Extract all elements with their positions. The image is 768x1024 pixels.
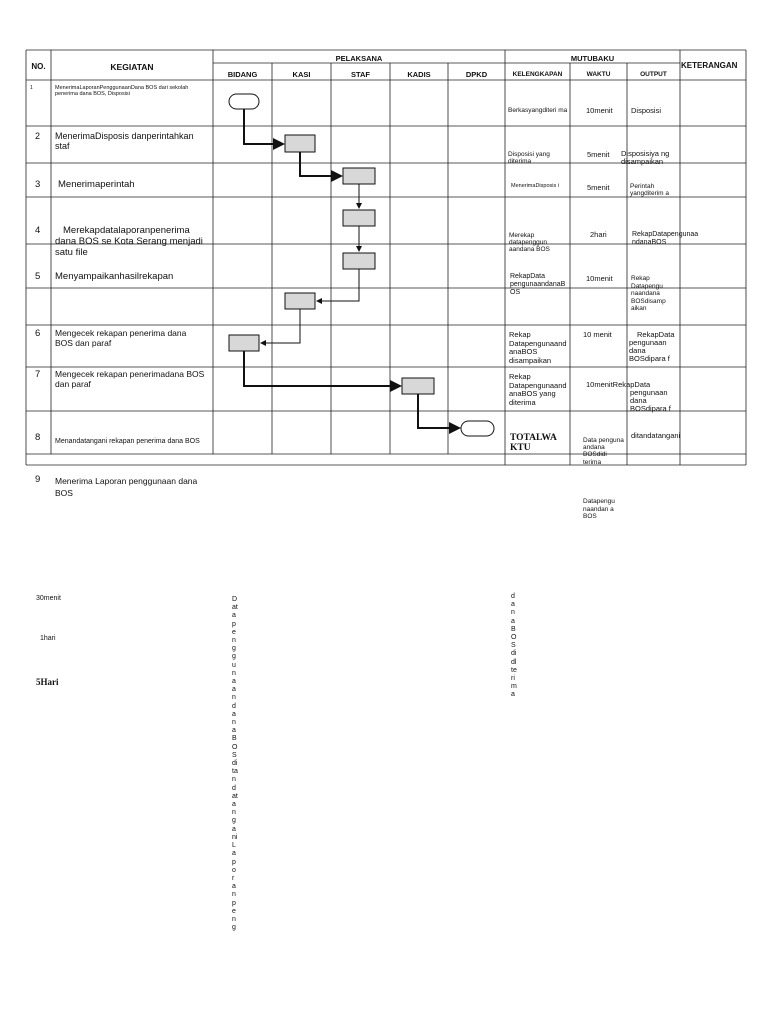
row-number: 4 [35, 225, 41, 236]
row-waktu: 10menit [586, 274, 613, 283]
row-kelengkapan: Merekap datapenggun aandana BOS [509, 232, 550, 253]
row-output: ditandatangani [631, 431, 681, 440]
header-output: OUTPUT [640, 71, 667, 78]
row-output: Disposisi [631, 106, 662, 115]
process-box-kasi-5 [285, 293, 315, 309]
row-kelengkapan: MenerimaDisposis i [511, 183, 559, 189]
start-terminator [229, 94, 259, 109]
header-keterangan: KETERANGAN [681, 61, 738, 70]
row-waktu: 2hari [590, 230, 607, 239]
row-number: 3 [35, 179, 41, 190]
row-kegiatan: Menandatangani rekapan penerima dana BOS [55, 438, 200, 445]
header-kasi: KASI [292, 70, 311, 79]
stray-total-5hari: 5Hari [36, 677, 59, 687]
flow-arrow [261, 309, 300, 343]
row-waktu: 5menit [587, 150, 610, 159]
header-waktu: WAKTU [586, 71, 611, 78]
row-kegiatan: Mengecek rekapan penerimadana BOS dan paraf [55, 369, 205, 389]
row-number: 1 [30, 85, 33, 91]
stray-waktu-30menit: 30menit [36, 595, 61, 602]
row-output: pengunaan dana BOSdipara f [630, 388, 671, 413]
row-number: 2 [35, 131, 41, 141]
row-kegiatan: Merekapdatalaporanpenerima dana BOS se Kota Serang menjadi satu file [55, 225, 203, 258]
header-dpkd: DPKD [465, 70, 488, 79]
row-number: 7 [35, 369, 41, 380]
flow-arrow [244, 109, 283, 144]
row-kelengkapan: Berkasyangditeri ma [508, 107, 568, 114]
flow-arrow [317, 269, 359, 301]
row-output: Rekap Datapengu naandana BOSdisamp aikan [631, 275, 666, 312]
process-box-staf-3 [343, 168, 375, 184]
header-kegiatan: KEGIATAN [110, 62, 154, 72]
row-waktu: 5menit [587, 183, 610, 192]
row-output: RekapDatapengunaa ndanaBOS [632, 231, 699, 246]
row-kelengkapan: TOTALWA KTU [510, 433, 557, 453]
row-kelengkapan: Rekap Datapengunaand anaBOS yang diterima [509, 372, 567, 407]
process-box-kasi-2 [285, 135, 315, 152]
row-kegiatan: Menyampaikanhasilrekapan [55, 271, 174, 282]
row-kegiatan: Menerimaperintah [58, 179, 135, 190]
header-no: NO. [31, 62, 46, 71]
row-kegiatan: MenerimaLaporanPenggunaanDana BOS dari sekolah penerima dana BOS, Disposisi [55, 85, 189, 98]
row-waktu: Data penguna andana BOSdidi terima [583, 437, 624, 466]
row-kegiatan: Menerima Laporan penggunaan dana BOS [55, 476, 198, 498]
process-box-staf-5 [343, 253, 375, 269]
row-kegiatan: MenerimaDisposis danperintahkan staf [55, 131, 194, 152]
flow-arrow [300, 152, 341, 176]
row-number: 8 [35, 432, 41, 443]
row-waktu: 10menitRekapData [586, 380, 651, 389]
row-waktu: 10menit [586, 106, 613, 115]
header-kelengkapan: KELENGKAPAN [512, 71, 563, 78]
row-number: 9 [35, 474, 41, 485]
row-kelengkapan: Rekap Datapengunaand anaBOS disampaikan [509, 330, 567, 365]
header-mutubaku: MUTUBAKU [570, 54, 615, 63]
row-number: 6 [35, 328, 41, 339]
row-output: RekapData pengunaan dana BOSdipara f [629, 330, 675, 363]
flow-arrow [244, 351, 400, 386]
row-extra: Datapengu naandan a BOS [583, 498, 615, 520]
end-terminator [461, 421, 494, 436]
row-output: Disposisiya ng disampaikan [621, 149, 670, 166]
row-output: Perintah yangditerim a [630, 183, 670, 197]
vertical-text-a: DatapenggunaandanaBOSditandatanganiLaporanpeng [232, 596, 238, 932]
stray-waktu-1hari: 1hari [40, 635, 56, 642]
header-staf: STAF [350, 70, 371, 79]
vertical-text-b: danaBOSdidlterima [511, 593, 517, 699]
row-kelengkapan: RekapData pengunaandanaB OS [510, 273, 566, 296]
header-pelaksana: PELAKSANA [335, 54, 383, 63]
process-box-bidang-6 [229, 335, 259, 351]
header-bidang: BIDANG [227, 70, 258, 79]
row-waktu: 10 menit [583, 330, 612, 339]
header-kadis: KADIS [407, 70, 431, 79]
row-number: 5 [35, 271, 41, 282]
process-box-kadis-7 [402, 378, 434, 394]
row-kelengkapan: Disposisi yang diterima [508, 151, 550, 165]
flow-arrow [418, 394, 459, 428]
row-kegiatan: Mengecek rekapan penerima dana BOS dan paraf [55, 328, 187, 348]
process-box-staf-4 [343, 210, 375, 226]
